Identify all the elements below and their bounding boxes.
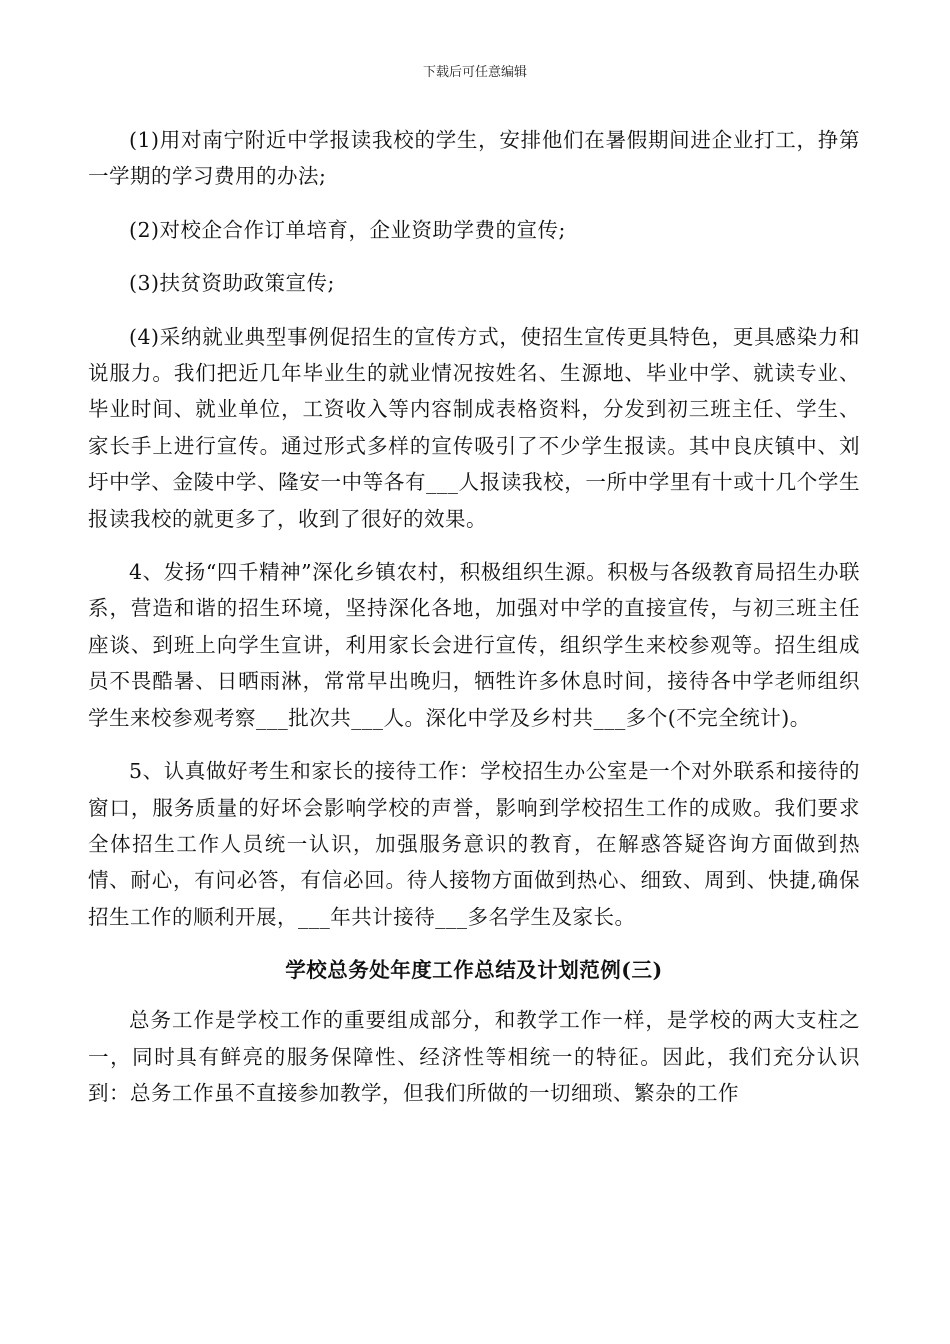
paragraph-4: (4)采纳就业典型事例促招生的宣传方式，使招生宣传更具特色，更具感染力和说服力。我们把近几年毕业生的就业情况按姓名、生源地、毕业中学、就读专业、毕业时间、就业单位，工资收入等内容制成表格资料，分发到初三班主任、学生、家长手上进行宣传。通过形式多样的宣传吸引了不少学生报读。其中良庆镇中、刘圩中学、金陵中学、隆安一中等各有___人报读我校，一所中学里有十或十几个学生报读我校的就更多了，收到了很好的效果。 xyxy=(88,324,860,531)
paragraph-3: (3)扶贫资助政策宣传; xyxy=(129,271,335,296)
paragraph-2: (2)对校企合作订单培育，企业资助学费的宣传; xyxy=(129,217,566,242)
document-body xyxy=(88,122,860,1128)
paragraph-1: (1)用对南宁附近中学报读我校的学生，安排他们在暑假期间进企业打工，挣第一学期的学习费用的办法; xyxy=(88,128,860,189)
paragraph-6: 5、认真做好考生和家长的接待工作：学校招生办公室是一个对外联系和接待的窗口，服务质量的好坏会影响学校的声誉，影响到学校招生工作的成败。我们要求全体招生工作人员统一认识，加强服务意识的教育，在解惑答疑咨询方面做到热情、耐心，有问必答，有信必回。待人接物方面做到热心、细致、周到、快捷,确保招生工作的顺利开展，___年共计接待___多名学生及家长。 xyxy=(88,759,860,929)
section-title: 学校总务处年度工作总结及计划范例(三) xyxy=(285,958,663,983)
paragraph-5: 4、发扬“四千精神”深化乡镇农村，积极组织生源。积极与各级教育局招生办联系，营造和谐的招生环境，坚持深化各地，加强对中学的直接宣传，与初三班主任座谈、到班上向学生宣讲，利用家长会进行宣传，组织学生来校参观等。招生组成员不畏酷暑、日晒雨淋，常常早出晚归，牺牲许多休息时间，接待各中学老师组织学生来校参观考察___批次共___人。深化中学及乡村共___多个(不完全统计)。 xyxy=(88,560,860,730)
page-header: 下载后可任意编辑 xyxy=(422,65,527,80)
paragraph-7: 总务工作是学校工作的重要组成部分，和教学工作一样，是学校的两大支柱之一，同时具有鲜亮的服务保障性、经济性等相统一的特征。因此，我们充分认识到：总务工作虽不直接参加教学，但我们所做的一切细琐、繁杂的工作 xyxy=(88,1008,860,1105)
